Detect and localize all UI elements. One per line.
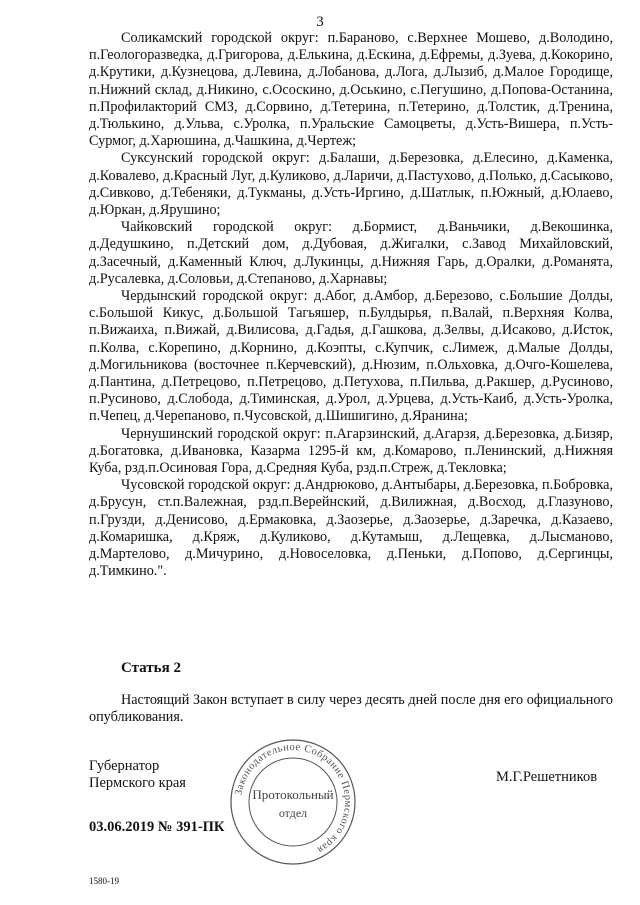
stamp-inner-line2: отдел	[278, 806, 308, 820]
page-number: 3	[316, 14, 324, 30]
paragraph-chusovoy: Чусовской городской округ: д.Андрюково, д.Антыбары, д.Березовка, п.Бобровка, д.Брусун, ст.п.Валежная, рзд.п.Верейнский, д.Вилижная, д.Восход, д.Глазуново, п.Грузди, д.Денисово, д.Ермаковка, д.Заозерье, д.Заозерье, д.Заречка, д.Казаево, д.Комаришка, д.Кряж, д.Куликово, д.Кутамыш, д.Лещевка, д.Лысманово, д.Мартелово, д.Мичурино, д.Новоселовка, д.Пеньки, д.Попово, д.Сергинцы, д.Тимкино.".	[89, 477, 613, 580]
article-heading: Статья 2	[121, 660, 181, 676]
paragraph-chernushka: Чернушинский городской округ: п.Агарзинский, д.Агарзя, д.Березовка, д.Бизяр, д.Богатовка, д.Ивановка, Казарма 1295-й км, д.Комарово, п.Ленинский, д.Нижняя Куба, рзд.п.Осиновая Гора, д.Средняя Куба, рзд.п.Стреж, д.Текловка;	[89, 425, 613, 477]
governor-title-line2: Пермского края	[89, 775, 186, 791]
paragraph-solikamsk: Соликамский городской округ: п.Бараново, с.Верхнее Мошево, д.Володино, п.Геологоразведка, д.Григорова, д.Елькина, д.Ескина, д.Ефремы, д.Зуева, д.Кокорино, д.Крутики, д.Кузнецова, д.Левина, д.Лобанова, д.Лога, д.Лызиб, д.Малое Городище, п.Нижний склад, д.Никино, с.Ососкино, д.Оськино, с.Пегушино, д.Попова-Останина, п.Профилакторий СМЗ, д.Сорвино, д.Тетерина, п.Тетерино, д.Толстик, д.Тренина, д.Тюлькино, д.Ульва, с.Уролка, п.Уральские Самоцветы, д.Усть-Вишера, п.Усть-Сурмог, д.Харюшина, д.Чашкина, д.Чертеж;	[89, 30, 613, 150]
paragraph-cherdyn: Чердынский городской округ: д.Абог, д.Амбор, д.Березово, с.Большие Долды, с.Большой Кикус, д.Большой Тагьяшер, п.Булдырья, п.Валай, п.Верхняя Колва, п.Вижаиха, п.Вижай, д.Вилисова, д.Гадья, д.Гашкова, д.Зелвы, д.Исаково, д.Исток, п.Колва, с.Корепино, д.Корнино, д.Коэпты, с.Купчик, с.Лимеж, д.Малые Долды, д.Могильникова (восточнее п.Керчевский), д.Нюзим, п.Ольховка, д.Очго-Кошелева, д.Пантина, д.Петрецово, п.Петрецово, д.Петухова, п.Пильва, д.Ракшер, д.Русиново, п.Русиново, д.Слобода, д.Тиминская, д.Урол, д.Урцева, д.Усть-Каиб, д.Усть-Уролка, п.Чепец, д.Черепаново, п.Чусовской, д.Шишигино, д.Яранина;	[89, 288, 613, 425]
paragraph-chaykovsky: Чайковский городской округ: д.Бормист, д.Ваньчики, д.Векошинка, д.Дедушкино, п.Детский дом, д.Дубовая, д.Жигалки, с.Завод Михайловский, д.Засечный, д.Каменный Ключ, д.Лукинцы, д.Нижняя Гарь, д.Оралки, д.Романята, д.Русалевка, д.Соловьи, д.Степаново, д.Харнавы;	[89, 219, 613, 287]
date-and-number: 03.06.2019 № 391-ПК	[89, 819, 225, 835]
paragraph-suksun: Суксунский городской округ: д.Балаши, д.Березовка, д.Елесино, д.Каменка, д.Ковалево, д.Красный Луг, д.Куликово, д.Ларичи, д.Пастухово, д.Полько, д.Сасыково, д.Сивково, д.Тебеняки, д.Тукманы, д.Усть-Иргино, д.Шатлык, п.Южный, д.Юлаево, д.Юркан, д.Ярушино;	[89, 150, 613, 219]
stamp-inner-line1: Протокольный	[252, 787, 334, 802]
footer-code: 1580-19	[89, 876, 119, 886]
governor-name: М.Г.Решетников	[496, 769, 598, 785]
article-text: Настоящий Закон вступает в силу через десять дней после дня его официального опубликования.	[89, 692, 613, 726]
governor-title-line1: Губернатор	[89, 758, 160, 774]
governor-title	[89, 758, 186, 792]
law-body	[89, 30, 613, 581]
stamp-ring-text: Законодательное Собрание Пермского края	[233, 741, 354, 856]
official-stamp	[228, 737, 358, 867]
